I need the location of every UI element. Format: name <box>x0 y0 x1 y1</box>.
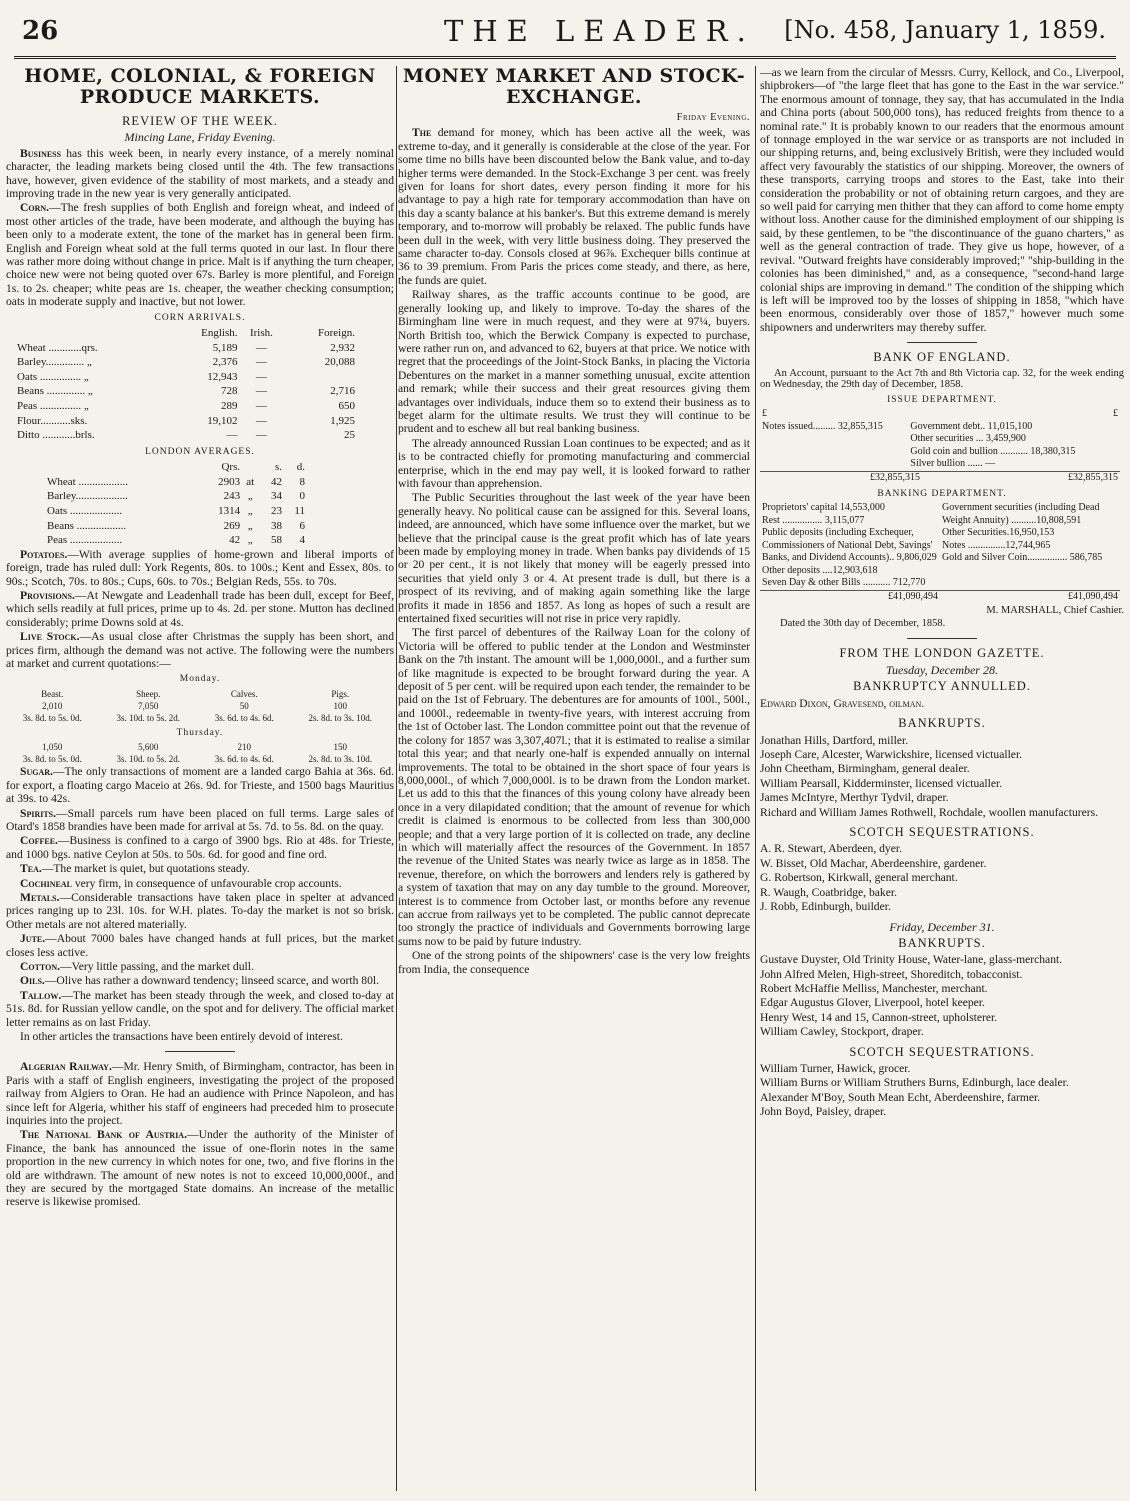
sequestration-entry: A. R. Stewart, Aberdeen, dyer. <box>760 842 902 856</box>
table-cell: Notes issued......... 32,855,315 <box>762 420 883 432</box>
sequestration-entry: Alexander M'Boy, South Mean Echt, Aberdeenshire, farmer. <box>760 1090 1041 1104</box>
table-row <box>760 408 1120 421</box>
sequestration-entry: William Burns or William Struthers Burns, Edinburgh, lace dealer. <box>760 1076 1069 1090</box>
gazette-date: Friday, December 31. <box>889 920 995 935</box>
table-cell: — <box>226 429 238 442</box>
column-money-market <box>398 66 750 1491</box>
bankrupt-entry: John Cheetham, Birmingham, general dealer. <box>760 762 970 776</box>
table-row <box>6 753 390 765</box>
sequestrations-list <box>760 1062 1124 1119</box>
table-header-cell: Irish. <box>249 327 273 340</box>
bankrupt-entry: Joseph Care, Alcester, Warwickshire, licensed victualler. <box>760 747 1023 761</box>
table-row <box>16 428 356 443</box>
paragraph: Potatoes.—With average supplies of home-grown and liberal imports of foreign, trade has ruled dull: York Regents, 80s. to 100s.; Kent and Essex, 80s. to 90s.; Scotch, 70s. to 80s.; Cups, 60s. to 70s.; Belgian Reds, 55s. to 70s. <box>6 547 394 588</box>
table-cell: 1,925 <box>330 414 355 427</box>
table-cell: 2s. 8d. to 3s. 10d. <box>308 754 373 765</box>
table-cell: Wheat .................. <box>47 475 128 488</box>
table-cell: Peas ............... „ <box>17 400 89 413</box>
banking-asset: Other Securities.16,950,153 <box>942 527 1055 539</box>
paragraph: The demand for money, which has been active all the week, was extreme to-day, and it generally is considerable at the close of the year. For some time no bills have been discounted below the Bank value, and to-day higher terms were demanded. In the Stock-Exchange 3 per cent. was freely given for loans for short dates, every person finding it more for his advantage to pay a high rate for temporary accommodation than have on this day a scanty balance at his banker's. But this extreme demand is merely temporary, and to-morrow will probably be relaxed. The public funds have been dull in the week, with very little business doing. They preserved the same character to-day. Consols closed at 96⅞. Exchequer bills continue at 36 to 39 premium. From Paris the prices come steady, and there, as here, the funds are quiet. <box>398 126 750 287</box>
corn-arrivals-table <box>16 326 356 443</box>
bankrupt-entry: James McIntyre, Merthyr Tydvil, draper. <box>760 791 949 805</box>
divider <box>165 1051 235 1052</box>
table-cell: 11 <box>294 505 305 518</box>
table-cell: 4 <box>299 534 305 547</box>
table-header-cell <box>46 460 197 475</box>
table-cell: 3s. 10d. to 5s. 2d. <box>116 754 181 765</box>
table-row <box>760 421 1120 434</box>
table-header-cell <box>16 326 168 341</box>
publication-title: THE LEADER. <box>444 14 755 48</box>
sequestration-entry: R. Waugh, Coatbridge, baker. <box>760 885 897 899</box>
table-row <box>46 504 306 519</box>
table-cell: — <box>255 400 267 413</box>
table-cell: 1,050 <box>42 742 63 753</box>
subheading: REVIEW OF THE WEEK. <box>122 114 278 128</box>
table-cell: 3s. 10d. to 5s. 2d. <box>116 712 181 723</box>
table-cell: — <box>255 414 267 427</box>
table-cell: 2,716 <box>330 385 355 398</box>
table-cell: 650 <box>338 400 355 413</box>
sequestrations-list <box>760 842 1124 913</box>
banking-total-right: £41,090,494 <box>940 591 1120 604</box>
bank-title: BANK OF ENGLAND. <box>873 350 1011 365</box>
table-cell: Oats ............... „ <box>17 370 89 383</box>
table-cell: Peas ................... <box>47 534 123 547</box>
table-cell <box>1109 433 1120 446</box>
table-cell: 2,932 <box>330 341 355 354</box>
table-row <box>6 741 390 753</box>
issue-line: [No. 458, January 1, 1859. <box>784 16 1106 44</box>
paragraph: The first parcel of debentures of the Railway Loan for the colony of Victoria will be offered to public tender at the London and Westminster Bank on the 7th instant. The amount will be 1,000,000l., and a further sum of like magnitude is expected to be brought forward during the year. A deposit of 5 per cent. will be required upon each tender, the remainder to be paid on the 1st of February. The debentures are for amounts of 100l., 500l., and 1000l., redeemable in twenty-five years, with interest accruing from the 1st of October last. The London committee point out that the revenue of the colony for 1857 was 3,307,407l.; that it is estimated to realise a similar total this year; and that nearly one-half is expended annually on internal improvements. The total to be obtained in the short space of four years is 8,000,000l., of which 7,000,000l. is to be drawn from the London market. Let us add to this that the finances of this young colony have already been once in a very dilapidated condition; that the amount of revenue for which credit is claimed is enormous to be collected from less than 300,000 people; and that a very large portion of it is collected on trade, any decline in which will materially affect the resources of the Government. In 1857 the revenue of the United States was nearly twice as large as in 1858. The revenue, therefore, on which the borrowers and lenders rely is gathered by a system of taxation that may on any day tumble to the ground. Moreover, interest is to commence from October last, or months before any revenue can accrue from railways yet to be completed. The public cannot deprecate too strongly the practice of individuals and Governments borrowing large sums now to be paid by future industry. <box>398 626 750 948</box>
paragraph: The already announced Russian Loan continues to be expected; and as it is to be contracted chiefly for promoting manufacturing and commercial enterprise, which in the end may pay well, it is looked forward to rather with favour than apprehension. <box>398 436 750 490</box>
paragraph: The Public Securities throughout the last week of the year have been generally heavy. No political cause can be assigned for this. Several loans, indeed, are announced, which have some influence over the market, but we believe that the principal cause is the great profit which has of late years been made by employing money in trade. When banks pay dividends of 15 or 20 per cent., it is not likely that money will be eagerly pressed into securities that yield only 3 or 4. At present trade is dull, but there is a prospect of its reviving, and of making again something like the large profits it made in 1856 and 1857. As long as hopes of such a result are entertained fixed securities will not rise in price very rapidly. <box>398 491 750 626</box>
table-row <box>760 458 1120 471</box>
banking-department-table <box>760 502 1120 604</box>
table-cell: — <box>255 385 267 398</box>
table-cell: 38 <box>271 519 282 532</box>
table-row <box>16 384 356 399</box>
table-cell: 58 <box>271 534 282 547</box>
table-header-cell: Calves. <box>230 688 258 699</box>
paragraph: Jute.—About 7000 bales have changed hands at full prices, but the market closes less active. <box>6 932 394 959</box>
table-cell: 269 <box>223 519 241 532</box>
table-row <box>760 433 1120 446</box>
banking-liability: Public deposits (including Exchequer, Commissioners of National Debt, Savings' Banks, and Dividend Accounts).. 9,806,029 <box>762 527 937 564</box>
sequestration-entry: William Turner, Hawick, grocer. <box>760 1062 911 1076</box>
table-title: CORN ARRIVALS. <box>154 312 246 323</box>
bankrupts-title: BANKRUPTS. <box>898 716 986 731</box>
bankrupt-entry: Jonathan Hills, Dartford, miller. <box>760 733 909 747</box>
table-cell <box>908 408 1109 421</box>
gazette-date: Tuesday, December 28. <box>886 662 998 677</box>
bankrupt-entry: Henry West, 14 and 15, Cannon-street, upholsterer. <box>760 1010 998 1024</box>
table-header-cell: Sheep. <box>136 688 161 699</box>
table-header-cell: Beast. <box>41 688 64 699</box>
table-cell: 728 <box>221 385 238 398</box>
column-bank-gazette <box>760 66 1124 1491</box>
page-number: 26 <box>22 16 59 46</box>
table-cell: „ <box>247 505 253 518</box>
table-row <box>46 519 306 534</box>
masthead <box>14 8 1116 59</box>
table-cell: Beans .................. <box>47 519 127 532</box>
divider <box>907 342 977 343</box>
table-title: ISSUE DEPARTMENT. <box>887 394 997 405</box>
banking-total-left: £41,090,494 <box>760 591 940 604</box>
banking-asset: Government securities (including Dead Weight Annuity) ..........10,808,591 <box>942 501 1100 526</box>
table-row <box>46 533 306 548</box>
table-cell: „ <box>247 490 253 503</box>
cashier-signature: M. MARSHALL, Chief Cashier. <box>986 604 1124 616</box>
divider <box>907 638 977 639</box>
table-cell: 243 <box>223 490 241 503</box>
table-cell: 289 <box>221 400 238 413</box>
table-cell: 0 <box>299 490 305 503</box>
table-cell: 2s. 8d. to 3s. 10d. <box>308 712 373 723</box>
paragraph: Business has this week been, in nearly every instance, of a merely nominal character, the leading markets being closed until the 4th. The few transactions have, however, given evidence of the stability of most markets, and a steady and improving trade in the new year is very generally anticipated. <box>6 146 394 201</box>
livestock-thursday-table <box>6 741 390 765</box>
table-cell <box>1109 421 1120 434</box>
table-title: BANKING DEPARTMENT. <box>877 488 1007 499</box>
table-header-cell: English. <box>201 327 238 340</box>
bank-intro: An Account, pursuant to the Act 7th and 8th Victoria cap. 32, for the week ending on Wednesday, the 29th day of December, 1858. <box>760 367 1124 391</box>
table-row <box>46 475 306 490</box>
table-cell: 12,943 <box>207 370 238 383</box>
bankrupts-list <box>760 953 1124 1038</box>
bankrupt-entry: John Alfred Melen, High-street, Shoreditch, tobacconist. <box>760 967 1023 981</box>
bankrupt-entry: Richard and William James Rothwell, Rochdale, woollen manufacturers. <box>760 805 1099 819</box>
issue-total-left: £32,855,315 <box>760 471 1030 484</box>
paragraph: Metals.—Considerable transactions have taken place in spelter at advanced prices ranging up to 23l. 10s. for W.H. plates. To-day the market is not so brisk. Other metals are not altered materially. <box>6 890 394 931</box>
table-cell: „ <box>247 534 253 547</box>
table-row <box>16 355 356 370</box>
table-cell: 8 <box>299 475 305 488</box>
bankrupt-entry: William Cawley, Stockport, draper. <box>760 1025 924 1039</box>
table-cell: 7,050 <box>138 700 159 711</box>
table-cell: 50 <box>239 700 249 711</box>
table-cell: Oats ................... <box>47 505 123 518</box>
table-header-cell: s. <box>274 461 282 474</box>
column-rule <box>396 66 397 1491</box>
table-row <box>16 341 356 356</box>
table-cell: Other securities ... 3,459,900 <box>910 433 1026 445</box>
annulled-title: BANKRUPTCY ANNULLED. <box>853 679 1031 694</box>
table-cell <box>760 446 908 459</box>
gazette-title: FROM THE LONDON GAZETTE. <box>839 646 1045 661</box>
dated-line: Dated the 30th day of December, 1858. <box>780 618 946 630</box>
table-header-cell: Qrs. <box>221 461 241 474</box>
bankrupt-entry: William Pearsall, Kidderminster, licensed victualler. <box>760 776 1003 790</box>
livestock-monday-table <box>6 688 390 724</box>
table-header-cell: Foreign. <box>318 327 355 340</box>
column-produce-markets <box>6 66 394 1491</box>
banking-liability: Seven Day & other Bills ........... 712,770 <box>762 577 926 589</box>
table-header-cell: Pigs. <box>331 688 350 699</box>
table-cell: 5,189 <box>212 341 238 354</box>
column-rule <box>755 66 756 1491</box>
banking-asset: Gold and Silver Coin................ 586,785 <box>942 552 1103 564</box>
paragraph: Live Stock.—As usual close after Christmas the supply has been short, and prices firm, although the demand was not active. The following were the numbers at market and current quotations:— <box>6 630 394 671</box>
paragraph: Spirits.—Small parcels rum have been placed on full terms. Large sales of Otard's 1858 brandies have been made for arrival at 5s. 7d. to 5s. 8d. on the quay. <box>6 806 394 833</box>
table-header-row <box>46 460 306 475</box>
bankrupt-entry: Gustave Duyster, Old Trinity House, Water-lane, glass-merchant. <box>760 953 1063 967</box>
table-cell: — <box>255 341 267 354</box>
sequestration-entry: G. Robertson, Kirkwall, general merchant. <box>760 871 958 885</box>
table-row <box>16 399 356 414</box>
banking-liability: Rest ................ 3,115,077 <box>762 514 865 526</box>
table-cell: Flour...........sks. <box>17 414 88 427</box>
table-cell: 25 <box>344 429 355 442</box>
bankrupt-entry: Edgar Augustus Glover, Liverpool, hotel keeper. <box>760 996 985 1010</box>
table-cell: 2903 <box>218 475 241 488</box>
sequestrations-title: SCOTCH SEQUESTRATIONS. <box>849 824 1035 839</box>
table-cell: Beans .............. „ <box>17 385 93 398</box>
table-header-row <box>6 688 390 700</box>
table-cell: 3s. 8d. to 5s. 0d. <box>22 712 82 723</box>
paragraph: Provisions.—At Newgate and Leadenhall trade has been dull, except for Beef, which sells readily at full prices, prime up to 4s. 2d. per stone. Mutton has declined considerably; prime Downs sold at 4s. <box>6 589 394 629</box>
table-cell: 210 <box>237 742 252 753</box>
table-title: Thursday. <box>176 727 224 738</box>
section-heading: MONEY MARKET AND STOCK-EXCHANGE. <box>402 66 746 108</box>
issue-totals <box>760 471 1120 485</box>
table-cell: Silver bullion ...... — <box>910 458 996 470</box>
table-cell <box>760 433 908 446</box>
paragraph: Oils.—Olive has rather a downward tendency; linseed scarce, and worth 80l. <box>20 974 379 988</box>
table-row <box>16 370 356 385</box>
table-row <box>6 712 390 724</box>
table-cell: 19,102 <box>207 414 238 427</box>
table-row <box>6 700 390 712</box>
issue-total-right: £32,855,315 <box>1030 471 1120 484</box>
table-cell <box>284 370 356 385</box>
table-header-row <box>16 326 356 341</box>
table-cell: 23 <box>271 505 282 518</box>
sequestrations-title: SCOTCH SEQUESTRATIONS. <box>849 1044 1035 1059</box>
banking-liability: Other deposits ....12,903,618 <box>762 564 878 576</box>
bankrupts-title: BANKRUPTS. <box>898 935 986 950</box>
table-cell: „ <box>247 519 253 532</box>
paragraph: —as we learn from the circular of Messrs. Curry, Kellock, and Co., Liverpool, shipbrokers—of "the large fleet that has gone to the East in the war service." The enormous amount of tonnage, they say, that has accumulated in the India and China ports (about 500,000 tons), has reduced freights from thence to a nominal rate." It is probably known to our readers that the enormous amount of tonnage employed in the war service or as transports are not included in our shipping returns, and, being exclusively British, were they included would affect very favourably the statistics of our shipping. Moreover, the owners of these transports, carrying troops and stores to the East, take into their consideration the probability or not of obtaining return cargoes, and they are so well paid for carrying men thither that they can afford to come home empty without loss. Another cause for the diminished employment of our shipping is said, by these gentlemen, to be "the discontinuance of the guano charters," as well as the general contraction of trade. They give us hope, however, of a revival. "Outward freights have considerably improved;" "ship-building in the colonies has been diminished," and, as a consequence, "second-hand large colonial ships are improving in demand." The condition of the shipping which is left will be improved too by the losses of shipping in 1858, "which have been enormous, considerably over those of 1857," however much some shipowners and underwriters may thereby suffer. <box>760 66 1124 334</box>
table-cell: £ <box>762 407 767 419</box>
table-cell: 2,010 <box>42 700 63 711</box>
table-cell: 3s. 6d. to 4s. 6d. <box>214 712 274 723</box>
table-cell: Barley.............. „ <box>17 356 92 369</box>
paragraph: Railway shares, as the traffic accounts continue to be good, are generally looking up, and likely to improve. To-day the shares of the Birmingham line were in much request, and they were at 97¼, buyers. North British too, which the Berwick Company is expected to purchase, were rather run on, and advanced to 62, buyers at that price. We notice with regret that the proceedings of the Joint-Stock Banks, in placing the Victoria Debentures on the market in a manner something unusual, excite attention and remark; while their success and their great resources giving them advantages over individuals, induce them so to extend their business as to beget alarm for the ultimate results. We trust they will continue to be prudent and to eschew all but real banking business. <box>398 288 750 436</box>
section-heading: HOME, COLONIAL, & FOREIGN PRODUCE MARKETS. <box>24 66 376 108</box>
table-cell: 150 <box>333 742 348 753</box>
paragraph: Cotton.—Very little passing, and the market dull. <box>20 959 254 973</box>
issue-department-table <box>760 408 1120 471</box>
table-cell: — <box>255 429 267 442</box>
table-cell: 3s. 6d. to 4s. 6d. <box>214 754 274 765</box>
table-header-cell: d. <box>296 461 305 474</box>
table-cell: 20,088 <box>324 356 355 369</box>
table-cell: at <box>246 475 255 488</box>
table-cell: 3s. 8d. to 5s. 0d. <box>22 754 82 765</box>
dateline: Mincing Lane, Friday Evening. <box>124 130 276 145</box>
table-cell: Government debt.. 11,015,100 <box>910 420 1033 432</box>
paragraph: Tea.—The market is quiet, but quotations steady. <box>20 862 250 876</box>
paragraph: In other articles the transactions have been entirely devoid of interest. <box>20 1030 343 1043</box>
sequestration-entry: John Boyd, Paisley, draper. <box>760 1105 887 1119</box>
paragraph: Corn.—The fresh supplies of both English and foreign wheat, and indeed of most other articles of the trade, have been moderate, and although the buying has been only to a moderate extent, the tone of the market has in general been firm. English and Foreign wheat sold at the full terms quoted in our last. In flour there was rather more doing without change in price. Malt is if anything the turn cheaper, choice new were not being quoted over 67s. Barley is more plentiful, and Foreign 1s. to 2s. cheaper; white peas are 1s. cheaper, the weather checking consumption; oats in moderate supply and inactive, but not lower. <box>6 201 394 309</box>
table-cell <box>760 458 908 471</box>
table-header-cell <box>241 460 259 475</box>
table-cell: Barley................... <box>47 490 128 503</box>
table-cell: — <box>255 370 267 383</box>
table-cell: — <box>255 356 267 369</box>
table-row <box>46 489 306 504</box>
dateline: Friday Evening. <box>676 112 750 123</box>
banking-liability: Proprietors' capital 14,553,000 <box>762 501 885 513</box>
table-title: LONDON AVERAGES. <box>145 446 255 457</box>
bankrupts-list <box>760 734 1124 819</box>
bankrupt-entry: Robert McHaffie Melliss, Manchester, merchant. <box>760 982 988 995</box>
banking-asset: Notes ...............12,744,965 <box>942 539 1051 551</box>
table-cell: Ditto ............brls. <box>17 429 95 442</box>
annulled-entry: Edward Dixon, Gravesend, oilman. <box>760 696 925 710</box>
table-cell: 2,376 <box>212 356 238 369</box>
table-cell: Gold coin and bullion ........... 18,380,315 <box>910 445 1076 457</box>
table-cell: 42 <box>271 475 282 488</box>
table-cell: 42 <box>229 534 241 547</box>
sequestration-entry: J. Robb, Edinburgh, builder. <box>760 899 891 913</box>
sequestration-entry: W. Bisset, Old Machar, Aberdeenshire, gardener. <box>760 856 987 870</box>
table-cell <box>1109 458 1120 471</box>
table-cell: 6 <box>299 519 305 532</box>
table-cell: £ <box>1113 407 1118 419</box>
paragraph: Algerian Railway.—Mr. Henry Smith, of Birmingham, contractor, has been in Paris with a staff of English engineers, investigating the project of the proposed railway from Algiers to Oran. He had an audience with Prince Napoleon, and has since left for Algeria, whither his staff of engineers had preceded him to prosecute inquiries into the project. <box>6 1060 394 1128</box>
table-cell: 100 <box>333 700 348 711</box>
table-title: Monday. <box>179 674 221 685</box>
table-row <box>16 414 356 429</box>
paragraph: Sugar.—The only transactions of moment are a landed cargo Bahia at 36s. 6d. for export, a floating cargo Maceio at 26s. 9d. for Trieste, and 1500 bags Mauritius at 39s. to 42s. <box>6 765 394 806</box>
table-cell: 1314 <box>218 505 241 518</box>
table-cell <box>1109 446 1120 459</box>
paragraph: The National Bank of Austria.—Under the authority of the Minister of Finance, the bank has announced the issue of one-florin notes in the same proportion in the new currency in which notes for one, two, and five florins in the old are withdrawn. The amount of new notes is not to exceed 10,000,000f., and they are secured by the mortgaged State domains. An increase of the metallic reserve is likewise promised. <box>6 1128 394 1209</box>
table-cell: Wheat ............qrs. <box>17 341 98 354</box>
paragraph: Cochineal very firm, in consequence of unfavourable crop accounts. <box>20 876 342 890</box>
paragraph: Coffee.—Business is confined to a cargo of 3900 bgs. Rio at 48s. for Trieste, and 1000 bgs. native Ceylon at 50s. to 50s. 6d. for good and fine ord. <box>6 834 394 861</box>
table-cell: 34 <box>271 490 282 503</box>
table-row <box>760 446 1120 459</box>
table-cell: 5,600 <box>138 742 159 753</box>
london-averages-table <box>46 460 306 548</box>
paragraph: Tallow.—The market has been steady through the week, and closed to-day at 51s. 8d. for Russian yellow candle, on the spot and for delivery. The official market letter remains as on last Friday. <box>6 988 394 1029</box>
paragraph: One of the strong points of the shipowners' case is the very low freights from India, the consequence <box>398 949 750 976</box>
